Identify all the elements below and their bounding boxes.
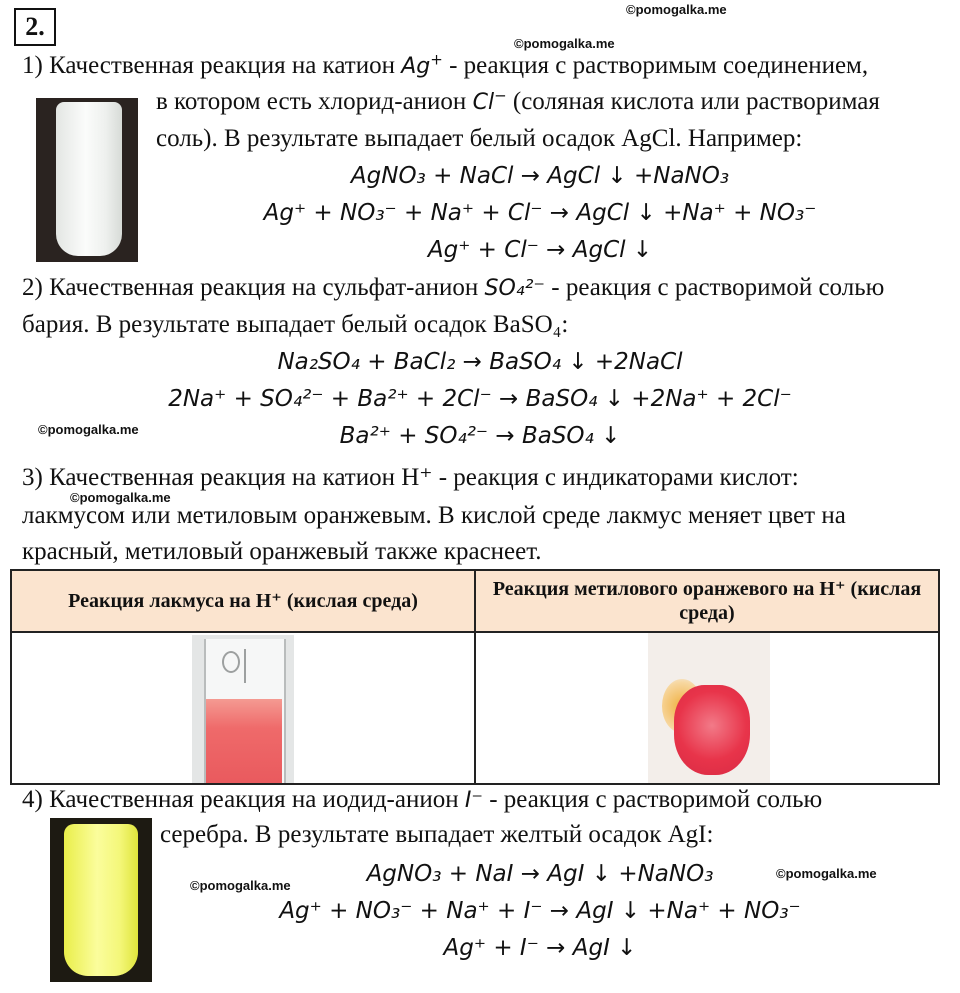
task-number: 2. (14, 8, 56, 46)
table-header-methyl-orange: Реакция метилового оранжевого на H⁺ (кислая среда) (475, 570, 939, 632)
section2-line1 (22, 270, 937, 307)
litmus-photo (192, 635, 294, 783)
equation: Ag⁺ + I⁻ → AgI ↓ (443, 935, 637, 961)
section1-line2 (156, 84, 936, 121)
equation: Ag⁺ + NO₃⁻ + Na⁺ + I⁻ → AgI ↓ +Na⁺ + NO₃⁻ (279, 898, 801, 924)
equation: 2Na⁺ + SO₄²⁻ + Ba²⁺ + 2Cl⁻ → BaSO₄ ↓ +2Na⁺ + 2Cl⁻ (168, 386, 792, 412)
watermark: ©pomogalka.me (514, 36, 615, 51)
yellow-precipitate-photo (50, 818, 152, 982)
section1-line1 (22, 48, 932, 85)
section2-line2: бария. В результате выпадает белый осадок BaSO₄: (22, 311, 569, 338)
ion-charge: + (430, 50, 443, 69)
section4-line1 (22, 782, 937, 819)
equation: Ag⁺ + NO₃⁻ + Na⁺ + Cl⁻ → AgCl ↓ +Na⁺ + NO₃⁻ (263, 200, 817, 226)
ion-sulfate: SO₄²⁻ (484, 276, 546, 301)
ion-cl (472, 86, 507, 115)
section3-line2: лакмусом или метиловым оранжевым. В кислой среде лакмус меняет цвет на (22, 502, 846, 529)
section3-line1: 3) Качественная реакция на катион H⁺ - реакция с индикаторами кислот: (22, 464, 799, 491)
text: 1) Качественная реакция на катион (22, 52, 395, 79)
section4-line2: серебра. В результате выпадает желтый осадок AgI: (160, 821, 714, 848)
watermark: ©pomogalka.me (38, 422, 139, 437)
text: (соляная кислота или растворимая (512, 88, 880, 115)
ion-symbol: Ag (401, 54, 431, 79)
equation: Ag⁺ + Cl⁻ → AgCl ↓ (427, 237, 653, 263)
methyl-orange-photo (648, 633, 770, 783)
text: - реакция с растворимой солью (551, 274, 885, 301)
text: 2) Качественная реакция на сульфат-анион (22, 274, 479, 301)
equation: AgNO₃ + NaI → AgI ↓ +NaNO₃ (366, 861, 714, 887)
section3-line3: красный, метиловый оранжевый также краснеет. (22, 538, 542, 565)
ion-iodide: I⁻ (464, 788, 483, 813)
equation: Ba²⁺ + SO₄²⁻ → BaSO₄ ↓ (339, 423, 621, 449)
text: - реакция с растворимым соединением, (449, 52, 869, 79)
indicator-table (10, 569, 940, 785)
equation: AgNO₃ + NaCl → AgCl ↓ +NaNO₃ (350, 163, 730, 189)
watermark: ©pomogalka.me (626, 2, 727, 17)
watermark: ©pomogalka.me (776, 866, 877, 881)
ion-symbol: Cl (472, 90, 495, 115)
ion-ag (401, 50, 443, 79)
text: 4) Качественная реакция на иодид-анион (22, 786, 459, 813)
watermark: ©pomogalka.me (70, 490, 171, 505)
text: - реакция с растворимой солью (489, 786, 823, 813)
table-header-litmus: Реакция лакмуса на H⁺ (кислая среда) (11, 570, 475, 632)
section1-line3: соль). В результате выпадает белый осадок AgCl. Например: (156, 125, 803, 152)
text: в котором есть хлорид-анион (156, 88, 467, 115)
methyl-orange-photo-cell (475, 632, 939, 784)
white-precipitate-photo (36, 98, 138, 262)
watermark: ©pomogalka.me (190, 878, 291, 893)
equation: Na₂SO₄ + BaCl₂ → BaSO₄ ↓ +2NaCl (277, 349, 683, 375)
ion-charge: − (494, 86, 507, 105)
litmus-photo-cell (11, 632, 475, 784)
